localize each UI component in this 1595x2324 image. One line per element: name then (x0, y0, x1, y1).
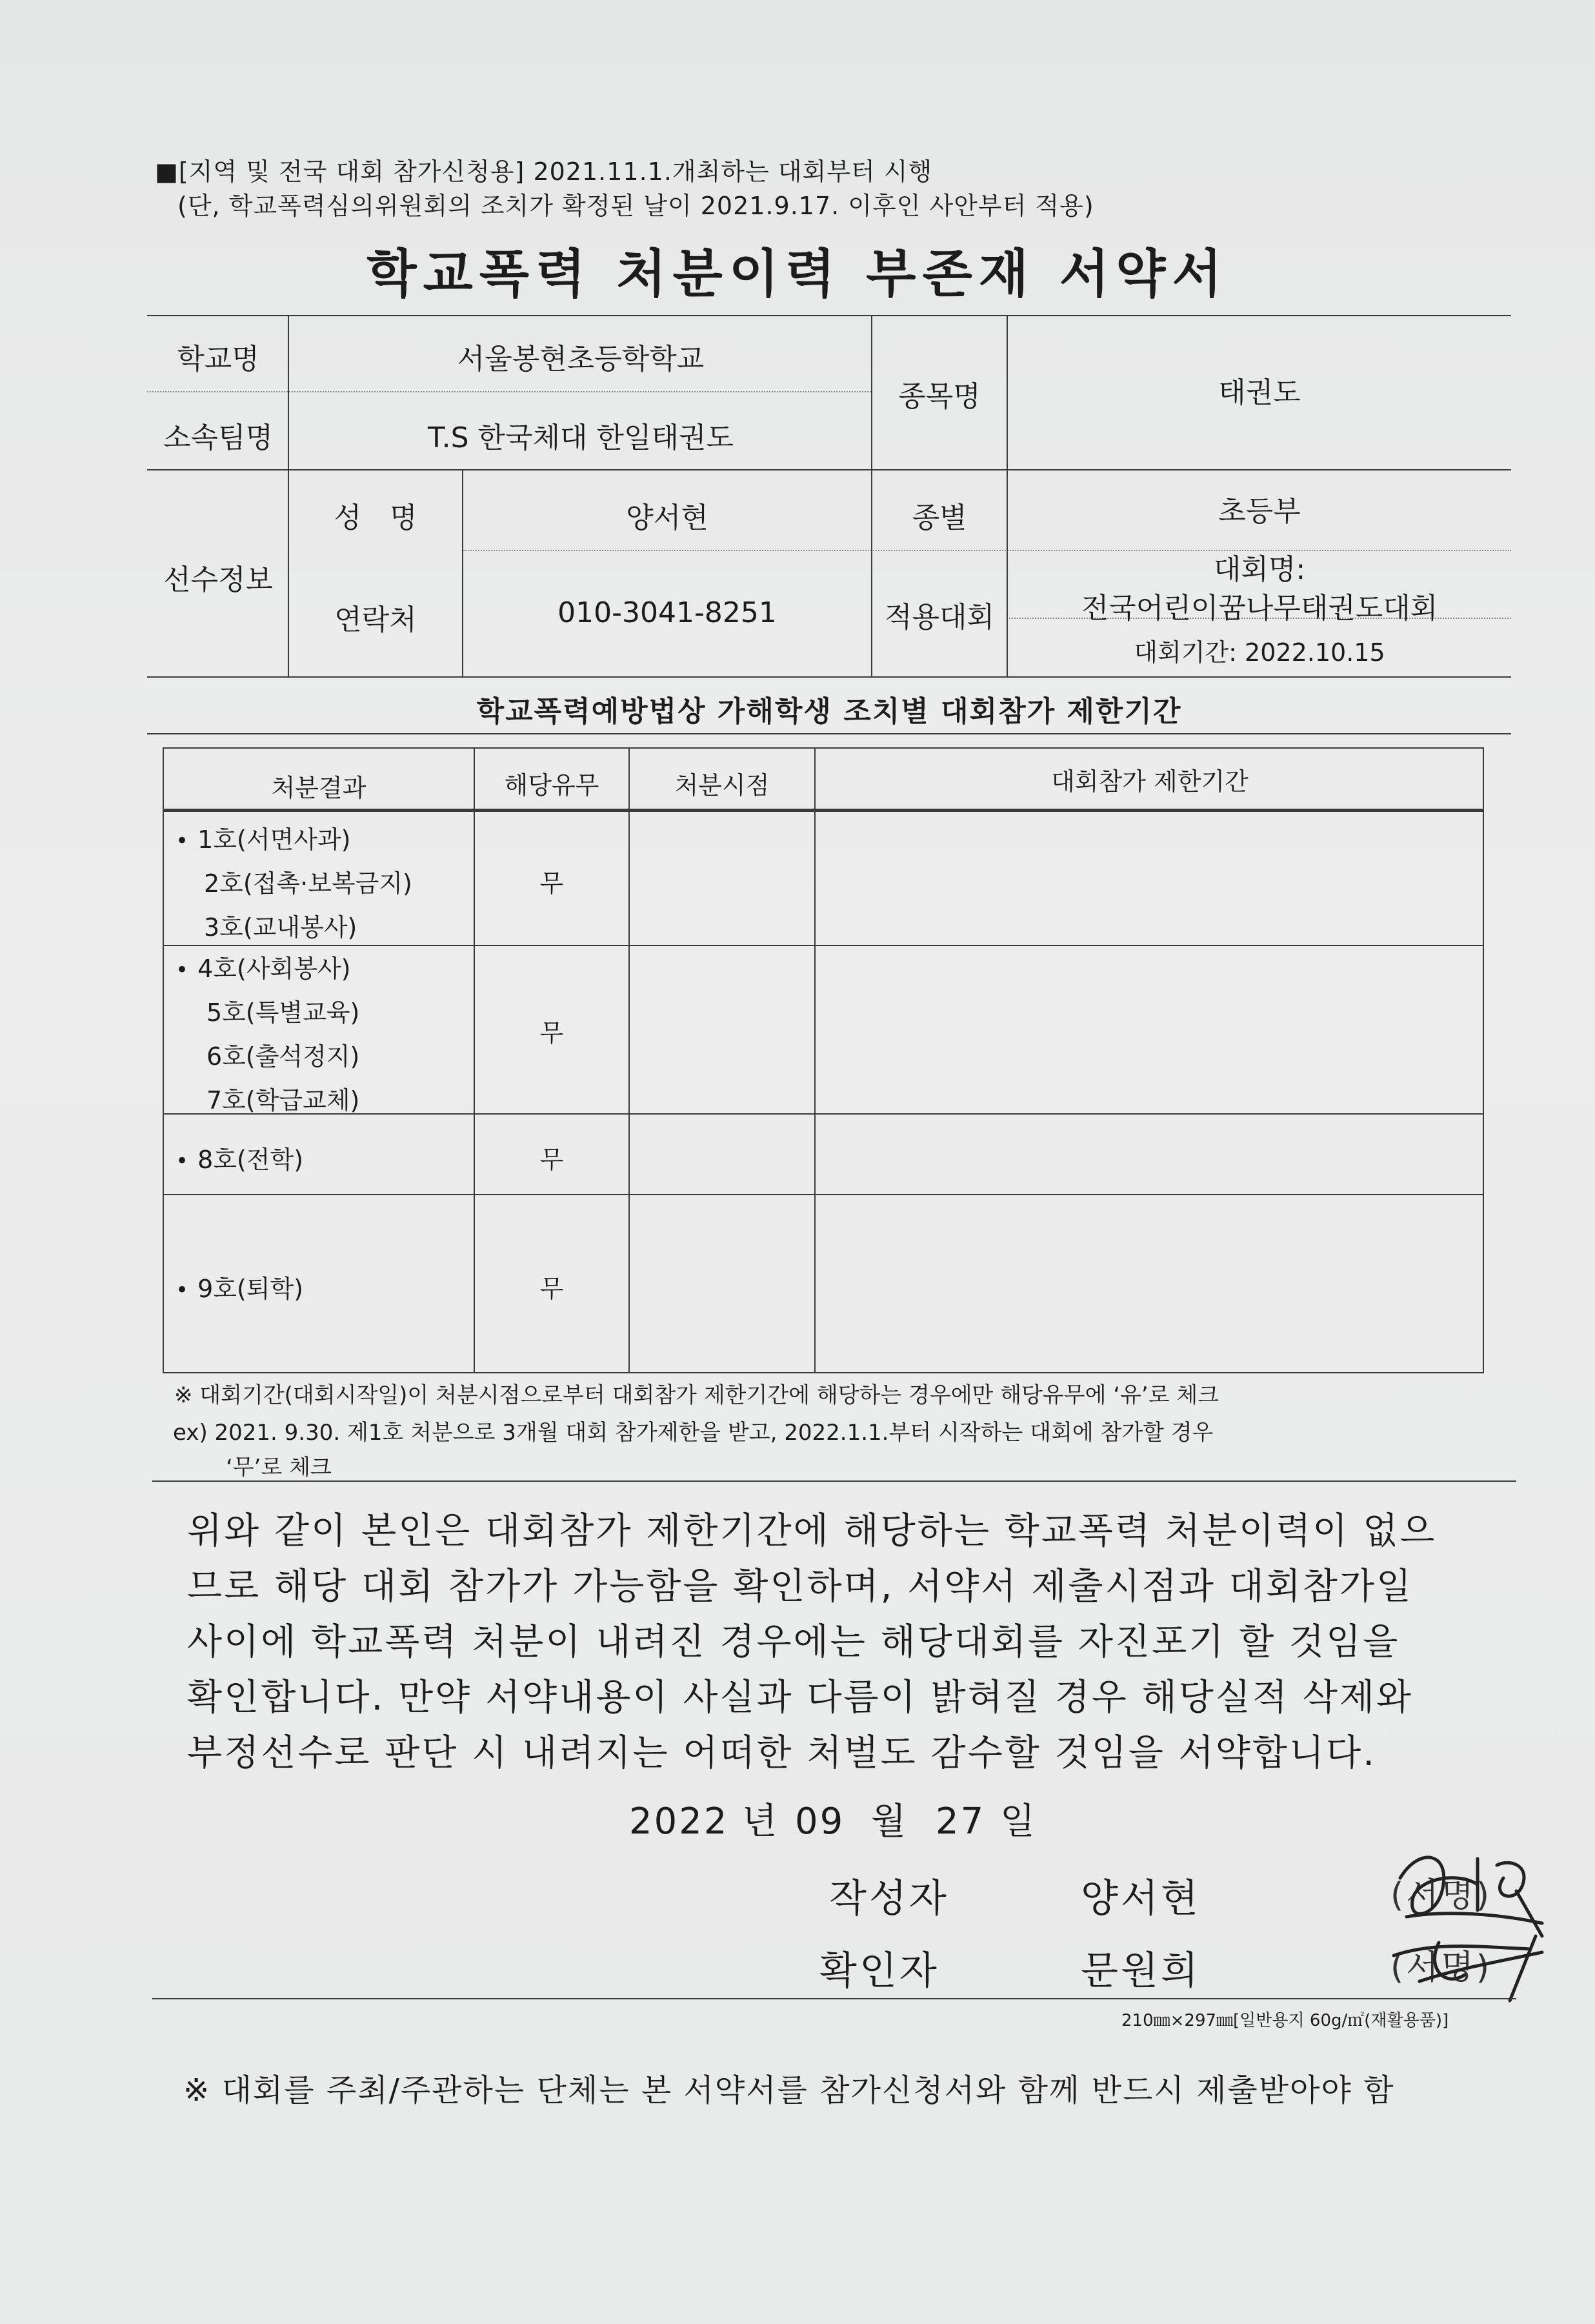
restriction-table (163, 747, 1484, 1373)
date-month: 09 (795, 1801, 845, 1843)
writer-label: 작성자 (829, 1876, 949, 1921)
team-value: T.S 한국체대 한일태권도 (427, 421, 734, 454)
notice-line-2: (단, 학교폭력심의위원회의 조치가 확정된 날이 2021.9.17. 이후인 사안부터 적용) (177, 192, 1094, 220)
note-line-2: ex) 2021. 9.30. 제1호 처분으로 3개월 대회 참가제한을 받고, 2022.1.1.부터 시작하는 대회에 참가할 경우 (173, 1420, 1214, 1446)
pledge-line-1: 위와 같이 본인은 대회참가 제한기간에 해당하는 학교폭력 처분이력이 없으 (187, 1510, 1437, 1552)
event-value: 태권도 (1218, 376, 1301, 409)
confirmer-signature-scribble (1381, 1923, 1555, 2007)
footer-note: ※ 대회를 주최/주관하는 단체는 본 서약서를 참가신청서와 함께 반드시 제출받아야 함 (183, 2072, 1395, 2108)
subtitle-bottom-border (147, 733, 1511, 734)
table-row-border-3 (163, 1194, 1484, 1195)
info-dotted-separator (147, 391, 871, 392)
notes-bottom-border (152, 1480, 1516, 1482)
contact-label: 연락처 (334, 603, 417, 636)
info-bottom-border (147, 676, 1511, 678)
confirmer-name: 문원희 (1081, 1948, 1201, 1994)
row1-item-1: • 1호(서면사과) (176, 820, 350, 855)
row1-applicable: 무 (539, 869, 564, 898)
name-label: 성 명 (334, 501, 417, 534)
pledge-line-5: 부정선수로 판단 시 내려지는 어떠한 처벌도 감수할 것임을 서약합니다. (187, 1732, 1376, 1774)
note-line-1: ※ 대회기간(대회시작일)이 처분시점으로부터 대회참가 제한기간에 해당하는 경우에만 해당유무에 ‘유’로 체크 (174, 1382, 1219, 1408)
date-year: 2022 (629, 1801, 729, 1843)
name-value: 양서현 (626, 501, 708, 534)
row2-item-4: 7호(학급교체) (206, 1086, 360, 1115)
school-label: 학교명 (177, 343, 259, 376)
writer-sign-label: (서명) (1390, 1876, 1492, 1915)
row3-item-1: • 8호(전학) (176, 1140, 303, 1175)
date-day-unit: 일 (1000, 1801, 1038, 1843)
table-col-divider-2 (628, 747, 630, 1373)
signature-bottom-border (152, 1998, 1516, 1999)
restriction-subtitle: 학교폭력예방법상 가해학생 조치별 대회참가 제한기간 (476, 695, 1182, 728)
row1-item-2: 2호(접촉·보복금지) (204, 869, 412, 898)
date-day: 27 (936, 1801, 986, 1843)
contact-value: 010-3041-8251 (557, 596, 777, 629)
table-row-border-1 (163, 945, 1484, 946)
competition-label: 적용대회 (884, 601, 994, 634)
info-mid-border (147, 469, 1511, 470)
row4-item-1: • 9호(퇴학) (176, 1269, 303, 1304)
confirmer-label: 확인자 (819, 1948, 939, 1994)
info-top-border (147, 315, 1511, 316)
title-text: 학교폭력 처분이력 부존재 서약서 (366, 244, 1229, 304)
category-label: 종별 (912, 501, 967, 534)
row2-item-1: • 4호(사회봉사) (176, 949, 350, 984)
table-col-divider-3 (814, 747, 816, 1373)
header-result: 처분결과 (271, 774, 366, 802)
table-header-border (163, 809, 1484, 812)
header-date: 처분시점 (674, 771, 770, 800)
competition-name: 전국어린이꿈나무태권도대회 (1081, 592, 1438, 625)
team-label: 소속팀명 (163, 421, 273, 454)
pledge-line-4: 확인합니다. 만약 서약내용이 사실과 다름이 밝혀질 경우 해당실적 삭제와 (187, 1677, 1414, 1719)
school-value: 서울봉현초등학학교 (457, 343, 705, 376)
header-applicable: 해당유무 (504, 771, 599, 800)
header-period: 대회참가 제한기간 (1051, 767, 1249, 796)
category-value: 초등부 (1218, 495, 1301, 528)
writer-name: 양서현 (1081, 1876, 1201, 1921)
row2-applicable: 무 (539, 1019, 564, 1047)
document-title (0, 232, 1595, 307)
notice-line-1: ■[지역 및 전국 대회 참가신청용] 2021.11.1.개최하는 대회부터 시행 (155, 157, 933, 186)
pledge-line-3: 사이에 학교폭력 처분이 내려진 경우에는 해당대회를 자진포기 할 것임을 (187, 1621, 1400, 1663)
row2-item-3: 6호(출석정지) (206, 1042, 360, 1071)
pledge-line-2: 므로 해당 대회 참가가 가능함을 확인하며, 서약서 제출시점과 대회참가일 (187, 1566, 1414, 1608)
competition-period: 대회기간: 2022.10.15 (1134, 638, 1385, 667)
row1-item-3: 3호(교내봉사) (204, 913, 357, 942)
athlete-info-label: 선수정보 (163, 563, 273, 596)
row4-applicable: 무 (539, 1275, 564, 1303)
note-line-3: ‘무’로 체크 (226, 1455, 332, 1480)
paper-spec: 210㎜×297㎜[일반용지 60g/㎡(재활용품)] (1121, 2011, 1449, 2030)
table-row-border-2 (163, 1113, 1484, 1115)
confirmer-sign-label: (서명) (1390, 1948, 1492, 1987)
row3-applicable: 무 (539, 1146, 564, 1174)
row2-item-2: 5호(특별교육) (206, 998, 360, 1027)
competition-name-label: 대회명: (1213, 553, 1306, 586)
event-label: 종목명 (898, 380, 981, 413)
date-month-unit: 월 (871, 1801, 908, 1843)
date-year-unit: 년 (742, 1801, 779, 1843)
